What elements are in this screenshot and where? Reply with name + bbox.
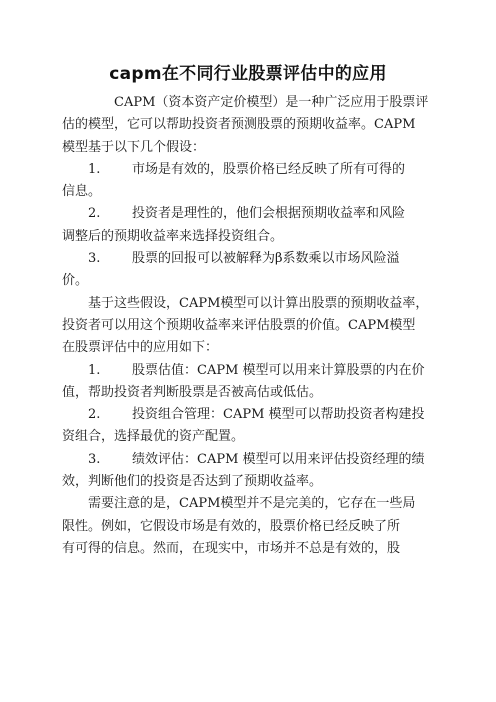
list-item [62,360,434,382]
list-number: 2. [88,206,101,222]
paragraph-line: CAPM（资本资产定价模型）是一种广泛应用于股票评 [114,95,429,110]
paragraph-line: 值，帮助投资者判断股票是否被高估或低估。 [62,384,323,400]
paragraph-line: 信息。 [62,184,102,200]
paragraph-line: 估的模型，它可以帮助投资者预测股票的预期收益率。CAPM [62,117,416,133]
list-item [62,404,434,426]
paragraph-line: 需要注意的是，CAPM模型并不是完美的，它存在一些局 [88,496,416,512]
list-item [62,449,434,471]
list-item-text: 市场是有效的，股票价格已经反映了所有可得的 [132,161,406,177]
list-item-text: 股票的回报可以被解释为β系数乘以市场风险溢 [132,251,400,267]
paragraph-line: 效，判断他们的投资是否达到了预期收益率。 [62,474,323,490]
paragraph-line: 模型基于以下几个假设： [62,139,206,155]
list-item-text: 投资者是理性的，他们会根据预期收益率和风险 [132,206,406,222]
list-number: 3. [88,251,101,267]
paragraph-line: 基于这些假设，CAPM模型可以计算出股票的预期收益率， [88,295,429,311]
list-number: 3. [88,451,101,467]
paragraph-line: 投资者可以用这个预期收益率来评估股票的价值。CAPM模型 [62,317,416,333]
list-item-text: 股票估值：CAPM 模型可以用来计算股票的内在价 [132,362,425,378]
list-number: 1. [88,161,101,177]
paragraph-line: 资组合，选择最优的资产配置。 [62,429,245,445]
paragraph-line: 限性。例如，它假设市场是有效的，股票价格已经反映了所 [62,518,401,534]
paragraph-line: 在股票评估中的应用如下： [62,340,219,356]
list-item [62,248,434,270]
list-item [62,159,434,181]
paragraph-line: 调整后的预期收益率来选择投资组合。 [62,228,284,244]
list-item-text: 投资组合管理：CAPM 模型可以帮助投资者构建投 [132,407,425,423]
list-item-text: 绩效评估：CAPM 模型可以用来评估投资经理的绩 [132,451,425,467]
paragraph-line: 价。 [62,273,89,289]
paragraph-line: 有可得的信息。然而，在现实中，市场并不总是有效的，股 [62,540,401,556]
document-body [62,92,434,560]
document-title: capm在不同行业股票评估中的应用 [109,64,387,84]
list-item [62,203,434,225]
list-number: 1. [88,362,101,378]
list-number: 2. [88,407,101,423]
